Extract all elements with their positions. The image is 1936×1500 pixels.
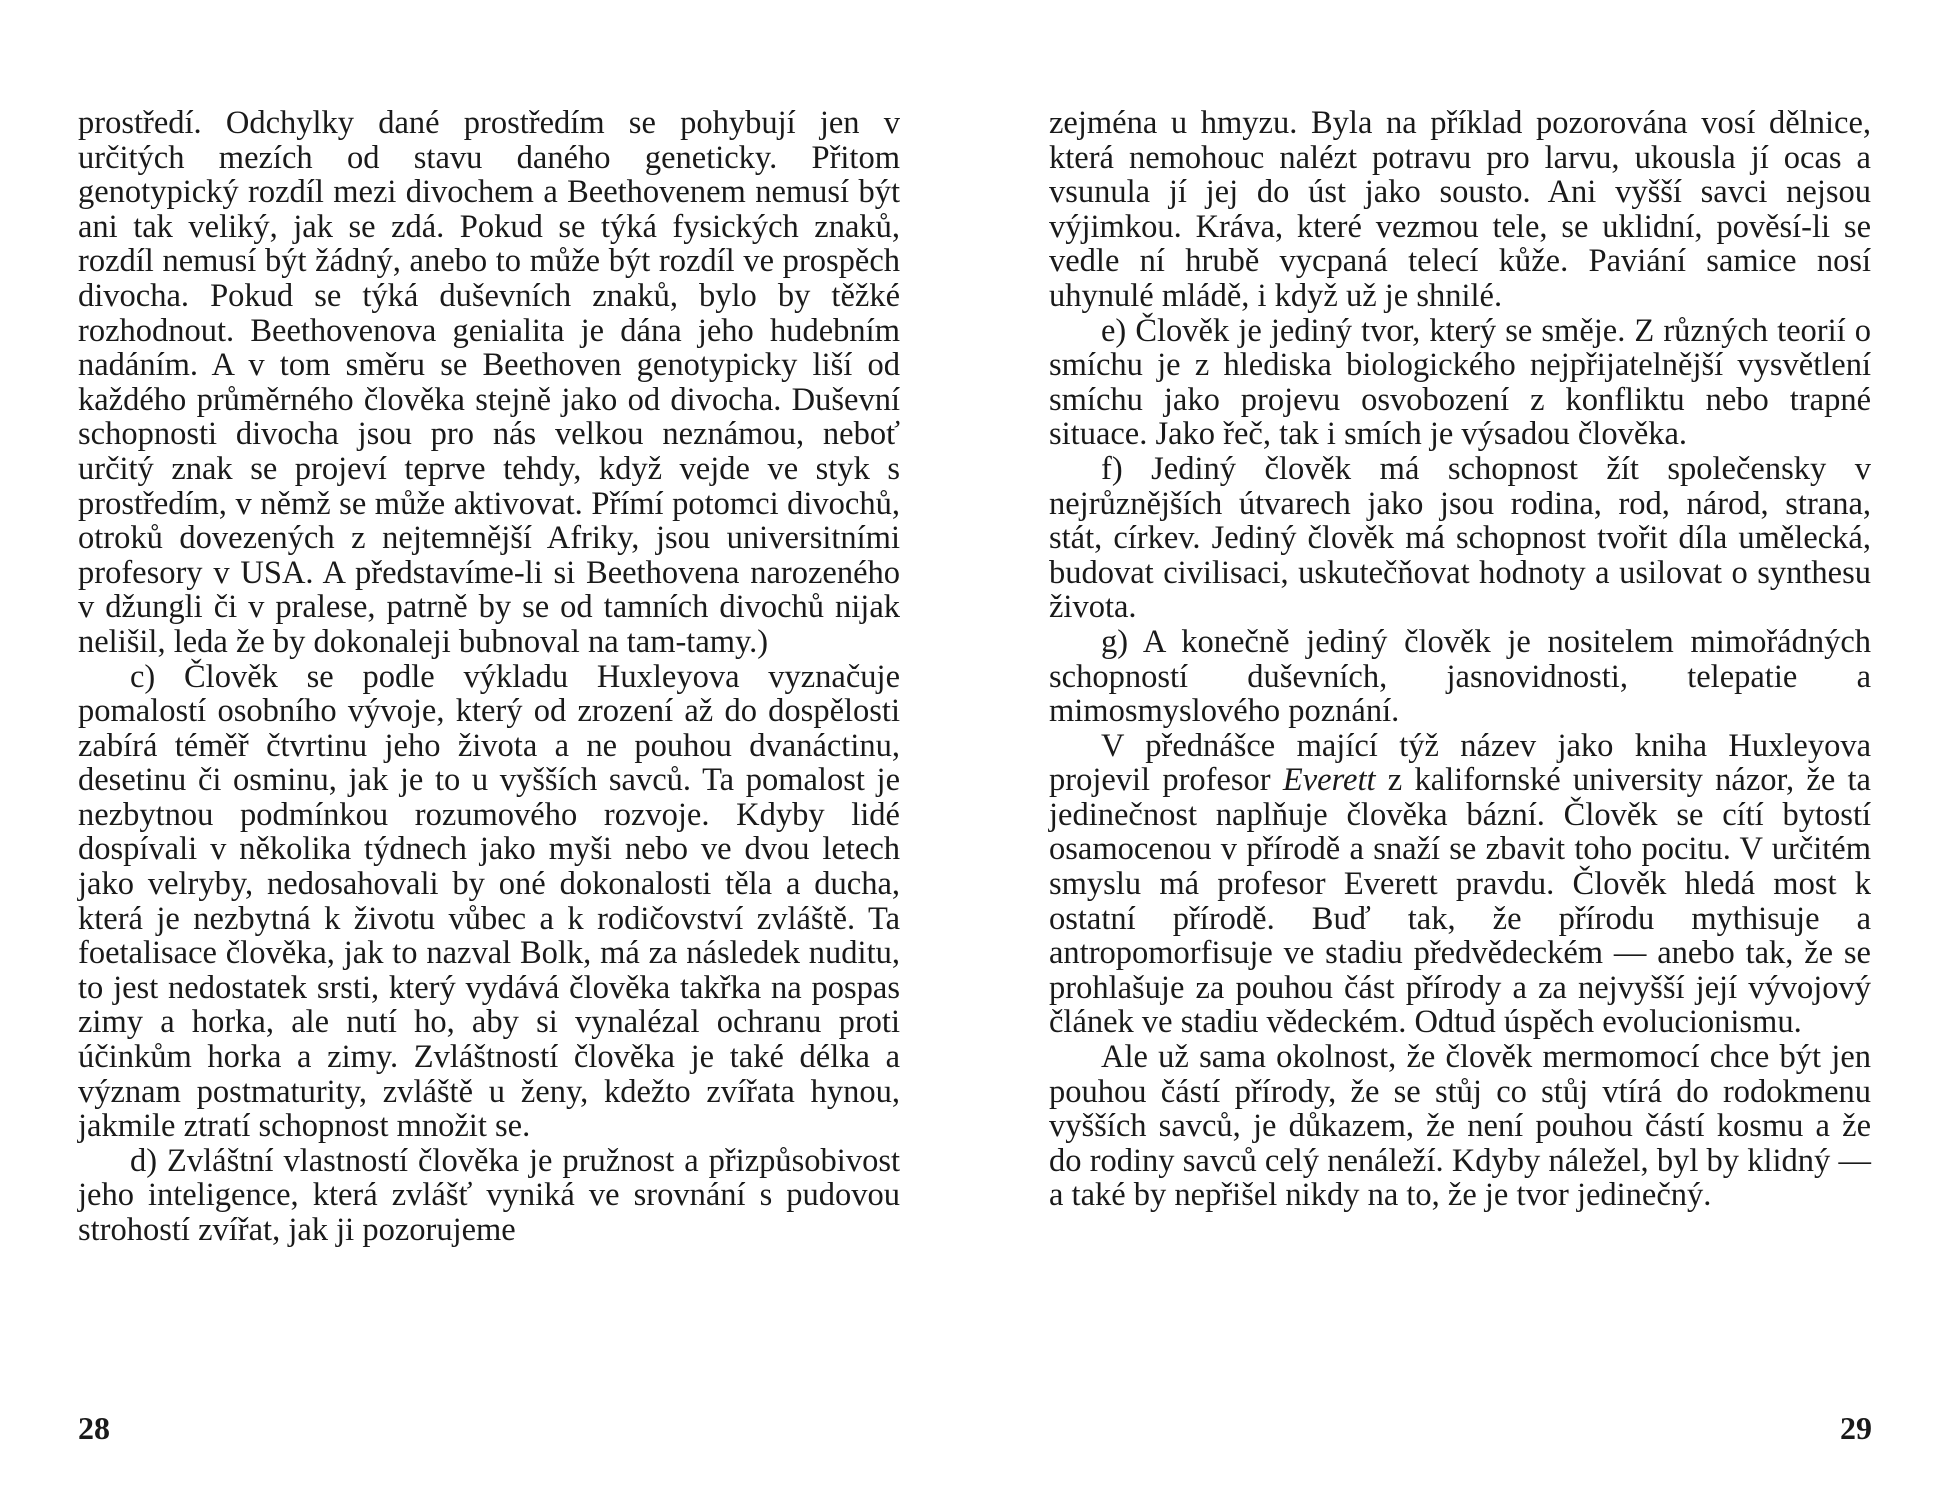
paragraph: g) A konečně jediný člověk je nositelem mimořádných schopností duševních, jasnovidnosti, telepatie a mimosmyslového poznání. [1049, 623, 1871, 730]
italic-name: Everett [1282, 762, 1376, 799]
paragraph-text: V přednášce mající týž název jako kniha Huxleyova projevil profesor [1049, 727, 1871, 799]
page-number-right: 29 [1840, 1410, 1872, 1446]
paragraph: prostředí. Odchylky dané prostředím se pohybují jen v určitých mezích od stavu daného geneticky. Přitom genotypický rozdíl mezi divochem a Beethovenem nemusí být ani tak veliký, jak se zdá. Pokud se týká fysických znaků, rozdíl nemusí být žádný, anebo to může být rozdíl ve prospěch divocha. Pokud se týká duševních znaků, bylo by těžké rozhodnout. Beethovenova genialita je dána jeho hudebním nadáním. A v tom směru se Beethoven genotypicky liší od každého průměrného člověka stejně jako od divocha. Duševní schopnosti divocha jsou pro nás velkou neznámou, neboť určitý znak se projeví teprve tehdy, když vejde ve styk s prostředím, v němž se může aktivovat. Přímí potomci divochů, otroků dovezených z nejtemnější Afriky, jsou universitními profesory v USA. A představíme-li si Beethovena narozeného v džungli či v pralese, patrně by se od tamních divochů nijak nelišil, leda že by dokonaleji bubnoval na tam-tamy.) [78, 105, 900, 660]
paragraph: c) Člověk se podle výkladu Huxleyova vyznačuje pomalostí osobního vývoje, který od zrození až do dospělosti zabírá téměř čtvrtinu jeho života a ne pouhou dvanáctinu, desetinu či osminu, jak je to u vyšších savců. Ta pomalost je nezbytnou podmínkou rozumového rozvoje. Kdyby lidé dospívali v několika týdnech jako myši nebo ve dvou letech jako velryby, nedosahovali by oné dokonalosti těla a ducha, která je nezbytná k životu vůbec a k rodičovství zvláště. Ta foetalisace člověka, jak to nazval Bolk, má za následek nuditu, to jest nedostatek srsti, který vydává člověka takřka na pospas zimy a horka, ale nutí ho, aby si vynalézal ochranu proti účinkům horka a zimy. Zvláštností člověka je také délka a význam postmaturity, zvláště u ženy, kdežto zvířata hynou, jakmile ztratí schopnost množit se. [78, 658, 900, 1145]
left-page-text [78, 106, 900, 1248]
paragraph: zejména u hmyzu. Byla na příklad pozorována vosí dělnice, která nemohouc nalézt potravu pro larvu, ukousla jí ocas a vsunula jí jej do úst jako sousto. Ani vyšší savci nejsou výjimkou. Kráva, které vezmou tele, se uklidní, pověsí-li se vedle ní hrubě vycpaná telecí kůže. Paviání samice nosí uhynulé mládě, i když už je shnilé. [1049, 105, 1871, 314]
paragraph [1049, 729, 1871, 1040]
right-page-text [1049, 106, 1871, 1213]
paragraph-text: z kalifornské university názor, že ta jedinečnost naplňuje člověka bázní. Člověk se cítí bytostí osamocenou v přírodě a snaží se zbavit toho pocitu. V určitém smyslu má profesor Everett pravdu. Člověk hledá most k ostatní přírodě. Buď tak, že přírodu mythisuje a antropomorfisuje ve stadiu předvědeckém — anebo tak, že se prohlašuje za pouhou část přírody a za nejvyšší její vývojový článek ve stadiu vědeckém. Odtud úspěch evolucionismu. [1049, 762, 1871, 1041]
right-page [1049, 106, 1871, 1213]
paragraph: e) Člověk je jediný tvor, který se směje. Z různých teorií o smíchu je z hlediska biologického nejpřijatelnější vysvětlení smíchu jako projevu osvobození z konfliktu nebo trapné situace. Jako řeč, tak i smích je výsadou člověka. [1049, 312, 1871, 453]
left-page [78, 106, 900, 1248]
paragraph: d) Zvláštní vlastností člověka je pružnost a přizpůsobivost jeho inteligence, která zvlášť vyniká ve srovnání s pudovou strohostí zvířat, jak ji pozorujeme [78, 1142, 900, 1248]
paragraph: Ale už sama okolnost, že člověk mermomocí chce být jen pouhou částí přírody, že se stůj co stůj vtírá do rodokmenu vyšších savců, je důkazem, že není pouhou částí kosmu a že do rodiny savců celý nenáleží. Kdyby náležel, byl by klidný — a také by nepřišel nikdy na to, že je tvor jedinečný. [1049, 1039, 1871, 1214]
paragraph: f) Jediný člověk má schopnost žít společensky v nejrůznějších útvarech jako jsou rodina, rod, národ, strana, stát, církev. Jediný člověk má schopnost tvořit díla umělecká, budovat civilisaci, uskutečňovat hodnoty a usilovat o synthesu života. [1049, 450, 1871, 626]
page-number-left: 28 [78, 1410, 110, 1446]
